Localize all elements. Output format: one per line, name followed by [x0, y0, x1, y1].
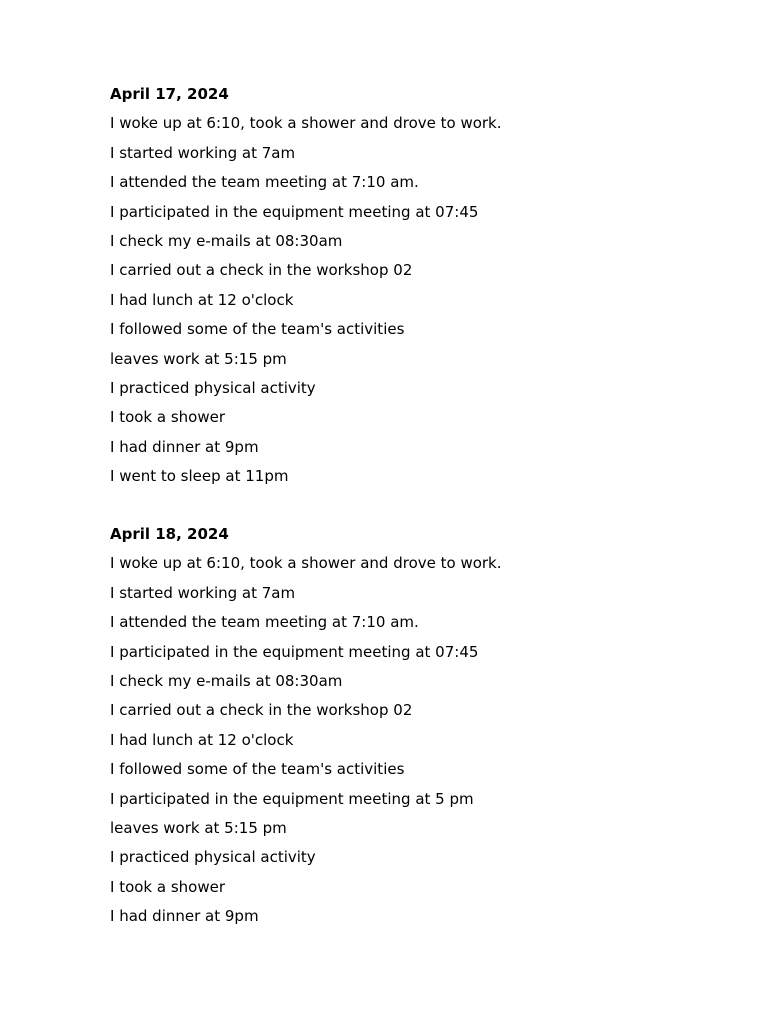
entry-date-heading: April 18, 2024	[110, 525, 229, 544]
entry-line: I woke up at 6:10, took a shower and drove to work.	[110, 554, 502, 573]
entry-line: I took a shower	[110, 877, 226, 896]
entry-date-heading: April 17, 2024	[110, 85, 229, 103]
entry-line: I had lunch at 12 o'clock	[110, 290, 294, 309]
entry-line: I practiced physical activity	[110, 378, 316, 397]
entry-line: I practiced physical activity	[110, 848, 316, 867]
entry-line: I had dinner at 9pm	[110, 907, 259, 926]
diary-page	[110, 84, 730, 936]
entry-line: I took a shower	[110, 408, 226, 427]
entry-line: I had dinner at 9pm	[110, 437, 259, 456]
entry-line: I started working at 7am	[110, 143, 296, 162]
entry-line: I attended the team meeting at 7:10 am.	[110, 173, 419, 192]
entry-line: leaves work at 5:15 pm	[110, 349, 287, 368]
entry-line: I attended the team meeting at 7:10 am.	[110, 613, 419, 632]
entry-line: I participated in the equipment meeting at 07:45	[110, 202, 479, 221]
entry-line: I went to sleep at 11pm	[110, 467, 289, 486]
entry-line: I had lunch at 12 o'clock	[110, 730, 294, 749]
entry-line: I participated in the equipment meeting at 5 pm	[110, 789, 474, 808]
diary-entry	[110, 524, 730, 926]
entry-line: I check my e-mails at 08:30am	[110, 672, 343, 691]
entry-spacer	[110, 495, 730, 524]
entry-line: I woke up at 6:10, took a shower and drove to work.	[110, 114, 502, 133]
entry-line: I participated in the equipment meeting at 07:45	[110, 642, 479, 661]
entry-line: I started working at 7am	[110, 583, 296, 602]
entry-line: I carried out a check in the workshop 02	[110, 261, 413, 280]
entry-line: leaves work at 5:15 pm	[110, 818, 287, 837]
diary-entry	[110, 84, 730, 486]
entry-line: I check my e-mails at 08:30am	[110, 231, 343, 250]
entry-line: I followed some of the team's activities	[110, 320, 405, 339]
entry-line: I carried out a check in the workshop 02	[110, 701, 413, 720]
entry-line: I followed some of the team's activities	[110, 760, 405, 779]
